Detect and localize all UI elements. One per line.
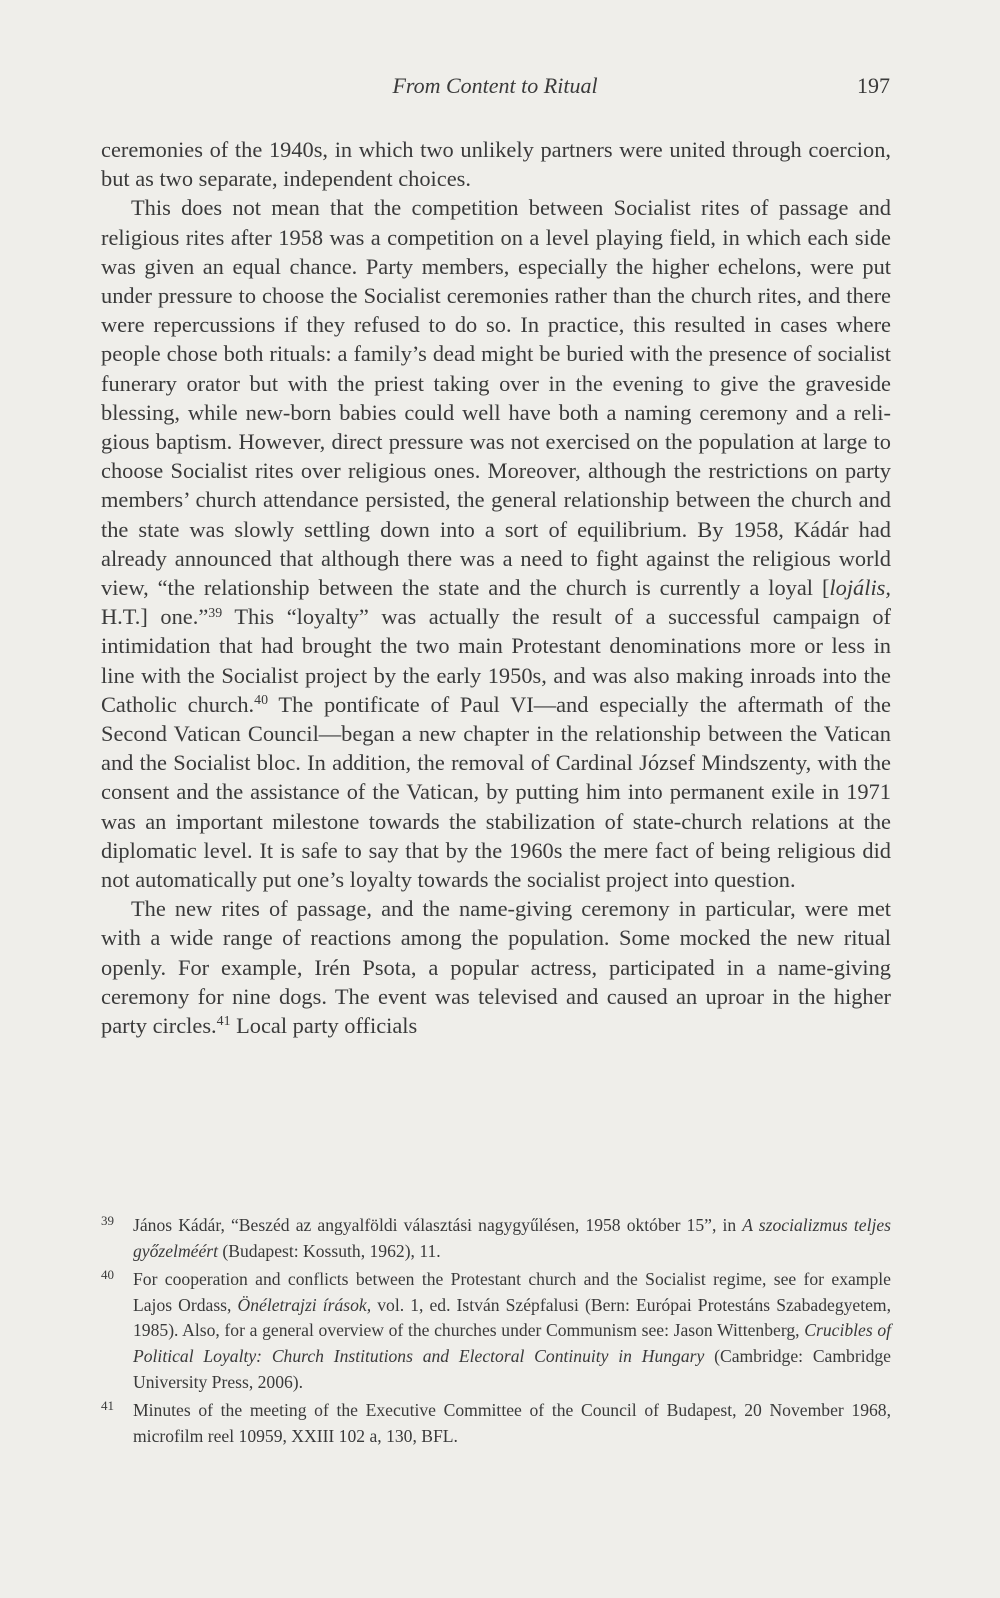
footnote-title: A szocializmus teljes győzelméért [133,1215,891,1261]
footnote-41 [101,1398,891,1449]
footnote-ref-39[interactable]: 39 [208,605,223,621]
paragraph-3-text: The new rites of passage, and the name-giving ceremony in particular, were met with a wide range of reactions among the population. Some mocked the new ritual openly. For example, Irén Psota, a popular actress, participated in a name-giving ceremony for nine dogs. The event was televised and caused an uproar in the higher party circles. [101,896,891,1039]
page-number: 197 [857,73,890,98]
footnote-text: (Cambridge: Cambridge University Press, 2006). [133,1345,891,1392]
footnote-text: Minutes of the meeting of the Executive Committee of the Council of Budapest, 20 November 1968, microfilm reel 10959, XXIII 102 a, 130, BFL. [133,1400,891,1446]
footnote-ref-41[interactable]: 41 [216,1014,231,1030]
running-title: From Content to Ritual [392,73,598,98]
paragraph-2-text: The pontificate of Paul VI—and especially the aftermath of the Second Vatican Council—began a new chapter in the relationship between the Vatican and the Socialist bloc. In addition, the removal of Cardinal József Mindszenty, with the consent and the assistance of the Vatican, by putting him into permanent exile in 1971 was an important milestone towards the stabilization of state-church relations at the diplomatic level. It is safe to say that by the 1960s the mere fact of being religious did not automatically put one’s loyalty towards the socialist project into question. [101,691,891,893]
footnote-number: 39 [101,1213,114,1228]
footnote-39 [101,1213,891,1264]
body-text [101,135,891,1040]
footnotes [101,1213,891,1452]
footnote-number: 41 [101,1398,114,1414]
paragraph-1 [101,135,891,193]
footnote-number: 40 [101,1267,114,1283]
footnote-title: Önéletrajzi írások, [237,1294,372,1315]
footnote-title: Crucibles of Political Loyalty: Church Institutions and Electoral Continuity in Hungary [133,1320,892,1366]
footnote-text: For cooperation and conflicts between the Protestant church and the Socialist regime, see for example Lajos Ordass, [133,1269,891,1315]
paragraph-1-text: ceremonies of the 1940s, in which two unlikely partners were united through coercion, but as two separate, independent choices. [101,137,891,192]
paragraph-2-text: H.T.] one.” [101,604,209,630]
footnote-ref-40[interactable]: 40 [254,693,269,709]
paragraph-2-text: This “loyalty” was actually the result of a successful campaign of intimidation that had brought the two main Protestant denominations more or less in line with the Socialist project by the early 1950s, and was also making inroads into the Catholic church. [101,604,891,717]
footnote-text: János Kádár, “Beszéd az angyalföldi választási nagygyűlésen, 1958 október 15”, in [133,1215,743,1235]
footnote-40 [101,1267,891,1395]
footnote-text: (Budapest: Kossuth, 1962), 11. [218,1240,441,1261]
paragraph-3 [101,894,891,1040]
paragraph-2-text: This does not mean that the competition between Socialist rites of passage and religious rites after 1958 was a competition on a level playing field, in which each side was given an equal chance. Party members, especially the higher echelons, were put under pressure to choose the Socialist ceremonies rather than the church rites, and there were repercussions if they refused to do so. In practice, this resulted in cases where people chose both rituals: a family’s dead might be buried with the presence of socialist funerary orator but with the priest taking over in the evening to give the graveside blessing, while new-born babies could well have both a naming ceremony and a religious baptism. However, direct pressure was not exercised on the population at large to choose Socialist rites over religious ones. Moreover, although the restrictions on party members’ church attendance persisted, the general relationship between the church and the state was slowly settling down into a sort of equilibrium. By 1958, Kádár had already announced that although there was a need to fight against the religious world view, “the relationship between the state and the church is currently a loyal [ [101,195,891,601]
paragraph-2 [101,193,891,894]
footnote-text: vol. 1, ed. István Szépfalusi (Bern: Európai Protestáns Szabadegyetem, 1985). Also, for a general overview of the churches under Communism see: Jason Wittenberg, [133,1294,891,1341]
paragraph-3-text: Local party officials [230,1013,418,1039]
italic-term: lojális, [829,575,891,601]
